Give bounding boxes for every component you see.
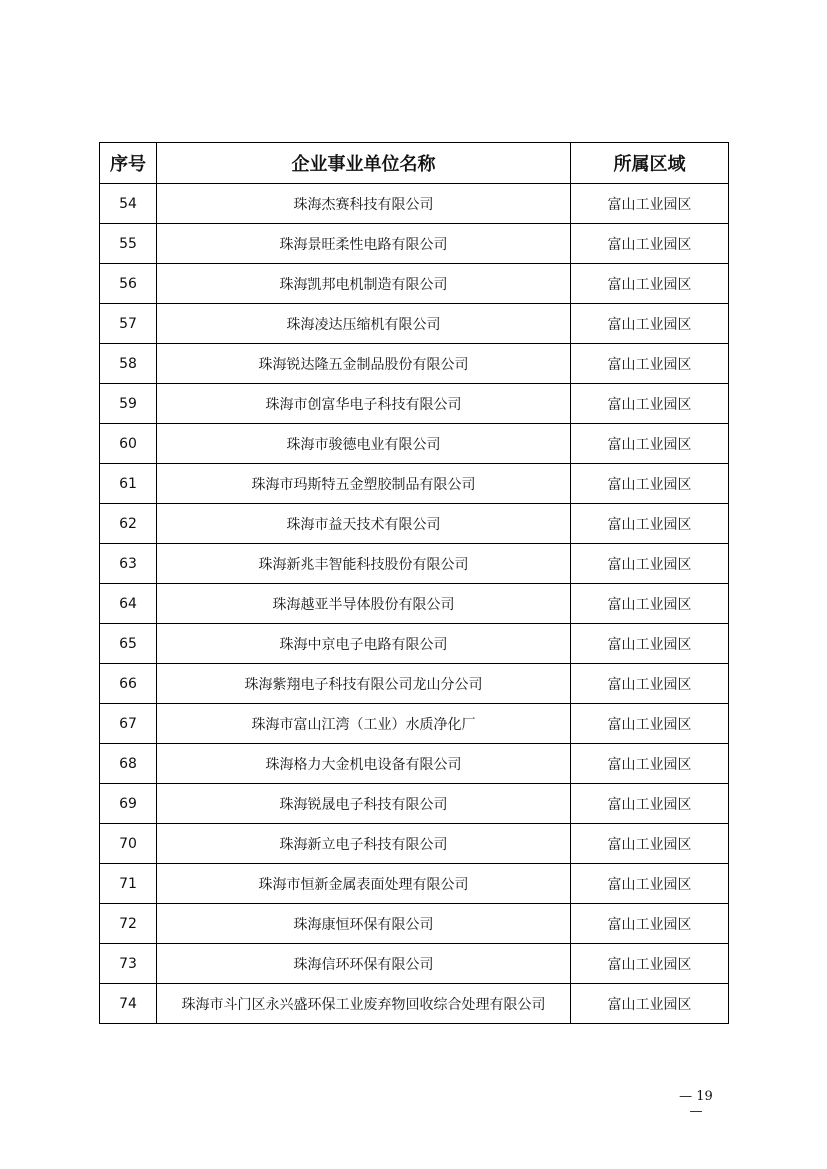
row-region: 富山工业园区 bbox=[571, 904, 729, 944]
table-header bbox=[100, 143, 729, 184]
row-serial-number: 63 bbox=[100, 544, 157, 584]
row-unit-name: 珠海新兆丰智能科技股份有限公司 bbox=[157, 544, 571, 584]
row-serial-number: 68 bbox=[100, 744, 157, 784]
row-unit-name: 珠海凌达压缩机有限公司 bbox=[157, 304, 571, 344]
table-row bbox=[100, 704, 729, 744]
row-unit-name: 珠海新立电子科技有限公司 bbox=[157, 824, 571, 864]
row-region: 富山工业园区 bbox=[571, 304, 729, 344]
table-row bbox=[100, 624, 729, 664]
row-serial-number: 67 bbox=[100, 704, 157, 744]
row-unit-name: 珠海市创富华电子科技有限公司 bbox=[157, 384, 571, 424]
row-unit-name: 珠海越亚半导体股份有限公司 bbox=[157, 584, 571, 624]
row-serial-number: 57 bbox=[100, 304, 157, 344]
row-unit-name: 珠海市玛斯特五金塑胶制品有限公司 bbox=[157, 464, 571, 504]
table-row bbox=[100, 744, 729, 784]
row-serial-number: 64 bbox=[100, 584, 157, 624]
header-serial-number: 序号 bbox=[100, 143, 157, 184]
table-row bbox=[100, 224, 729, 264]
row-unit-name: 珠海景旺柔性电路有限公司 bbox=[157, 224, 571, 264]
row-region: 富山工业园区 bbox=[571, 704, 729, 744]
row-unit-name: 珠海格力大金机电设备有限公司 bbox=[157, 744, 571, 784]
row-region: 富山工业园区 bbox=[571, 584, 729, 624]
table-row bbox=[100, 424, 729, 464]
table-row bbox=[100, 184, 729, 224]
row-unit-name: 珠海锐达隆五金制品股份有限公司 bbox=[157, 344, 571, 384]
table-row bbox=[100, 264, 729, 304]
row-serial-number: 74 bbox=[100, 984, 157, 1024]
page-number: — 19 — bbox=[679, 1089, 713, 1119]
row-region: 富山工业园区 bbox=[571, 224, 729, 264]
row-region: 富山工业园区 bbox=[571, 384, 729, 424]
row-region: 富山工业园区 bbox=[571, 864, 729, 904]
row-serial-number: 71 bbox=[100, 864, 157, 904]
row-serial-number: 66 bbox=[100, 664, 157, 704]
row-region: 富山工业园区 bbox=[571, 824, 729, 864]
row-region: 富山工业园区 bbox=[571, 984, 729, 1024]
row-serial-number: 70 bbox=[100, 824, 157, 864]
header-region: 所属区域 bbox=[571, 143, 729, 184]
row-unit-name: 珠海市骏德电业有限公司 bbox=[157, 424, 571, 464]
table-row bbox=[100, 944, 729, 984]
table-row bbox=[100, 464, 729, 504]
row-serial-number: 60 bbox=[100, 424, 157, 464]
row-region: 富山工业园区 bbox=[571, 544, 729, 584]
row-serial-number: 55 bbox=[100, 224, 157, 264]
row-serial-number: 61 bbox=[100, 464, 157, 504]
row-serial-number: 58 bbox=[100, 344, 157, 384]
row-unit-name: 珠海信环环保有限公司 bbox=[157, 944, 571, 984]
enterprise-table bbox=[99, 142, 729, 1024]
table-body bbox=[100, 184, 729, 1024]
row-unit-name: 珠海市富山江湾（工业）水质净化厂 bbox=[157, 704, 571, 744]
row-unit-name: 珠海锐晟电子科技有限公司 bbox=[157, 784, 571, 824]
row-serial-number: 54 bbox=[100, 184, 157, 224]
row-serial-number: 65 bbox=[100, 624, 157, 664]
row-region: 富山工业园区 bbox=[571, 184, 729, 224]
row-region: 富山工业园区 bbox=[571, 944, 729, 984]
row-unit-name: 珠海市斗门区永兴盛环保工业废弃物回收综合处理有限公司 bbox=[157, 984, 571, 1024]
row-region: 富山工业园区 bbox=[571, 424, 729, 464]
row-serial-number: 69 bbox=[100, 784, 157, 824]
row-region: 富山工业园区 bbox=[571, 504, 729, 544]
table-row bbox=[100, 504, 729, 544]
header-unit-name: 企业事业单位名称 bbox=[157, 143, 571, 184]
table-row bbox=[100, 784, 729, 824]
row-serial-number: 73 bbox=[100, 944, 157, 984]
table-row bbox=[100, 984, 729, 1024]
row-region: 富山工业园区 bbox=[571, 784, 729, 824]
header-row bbox=[100, 143, 729, 184]
table-row bbox=[100, 584, 729, 624]
row-unit-name: 珠海杰赛科技有限公司 bbox=[157, 184, 571, 224]
table-row bbox=[100, 904, 729, 944]
table-row bbox=[100, 344, 729, 384]
table-row bbox=[100, 304, 729, 344]
row-unit-name: 珠海康恒环保有限公司 bbox=[157, 904, 571, 944]
row-region: 富山工业园区 bbox=[571, 344, 729, 384]
row-unit-name: 珠海紫翔电子科技有限公司龙山分公司 bbox=[157, 664, 571, 704]
row-region: 富山工业园区 bbox=[571, 624, 729, 664]
table-row bbox=[100, 864, 729, 904]
row-unit-name: 珠海市益天技术有限公司 bbox=[157, 504, 571, 544]
table-row bbox=[100, 664, 729, 704]
row-serial-number: 62 bbox=[100, 504, 157, 544]
row-serial-number: 56 bbox=[100, 264, 157, 304]
row-unit-name: 珠海中京电子电路有限公司 bbox=[157, 624, 571, 664]
row-region: 富山工业园区 bbox=[571, 264, 729, 304]
row-unit-name: 珠海市恒新金属表面处理有限公司 bbox=[157, 864, 571, 904]
row-region: 富山工业园区 bbox=[571, 464, 729, 504]
row-serial-number: 72 bbox=[100, 904, 157, 944]
row-region: 富山工业园区 bbox=[571, 744, 729, 784]
table-row bbox=[100, 824, 729, 864]
row-region: 富山工业园区 bbox=[571, 664, 729, 704]
row-serial-number: 59 bbox=[100, 384, 157, 424]
table-row bbox=[100, 544, 729, 584]
row-unit-name: 珠海凯邦电机制造有限公司 bbox=[157, 264, 571, 304]
table-row bbox=[100, 384, 729, 424]
